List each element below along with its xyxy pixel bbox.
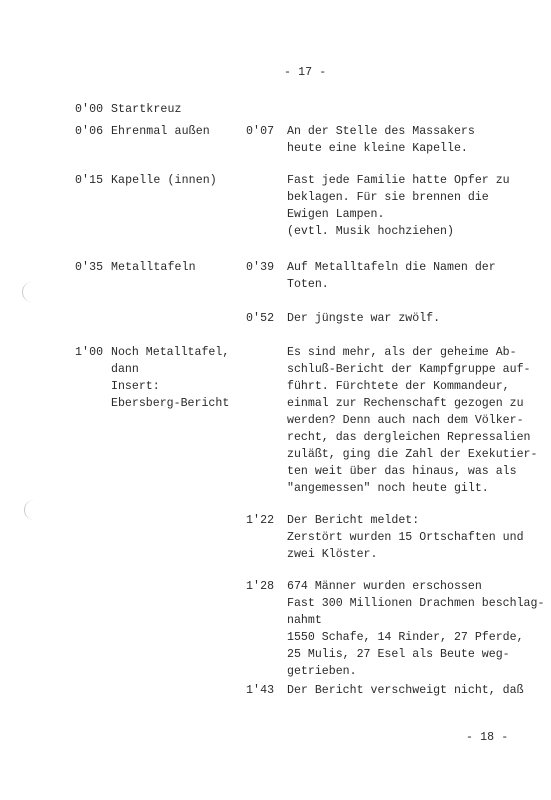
timecode-1: 0'06 [75, 125, 104, 138]
narration-line: Zerstört wurden 15 Ortschaften und [287, 531, 524, 544]
narration-line: führt. Fürchtete der Kommandeur, [287, 380, 510, 393]
timecode-3: 0'35 [75, 261, 104, 274]
narration-line: beklagen. Für sie brennen die [287, 191, 489, 204]
scene-2: Kapelle (innen) [111, 174, 217, 187]
punch-hole-mark [22, 282, 33, 302]
narration-2 [287, 172, 510, 240]
narration-line: Der Bericht verschweigt nicht, daß [287, 684, 524, 697]
subtimecode-1: 0'07 [246, 125, 275, 138]
scene-5 [111, 344, 229, 412]
narration-line: ten weit über das hinaus, was als [287, 465, 517, 478]
narration-line: Ewigen Lampen. [287, 208, 385, 221]
narration-line: Fast 300 Millionen Drachmen beschlag- [287, 597, 545, 610]
scene-1: Ehrenmal außen [111, 125, 210, 138]
narration-line: zwei Klöster. [287, 548, 378, 561]
narration-7 [287, 578, 544, 680]
narration-line: (evtl. Musik hochziehen) [287, 225, 454, 238]
narration-line: 1550 Schafe, 14 Rinder, 27 Pferde, [287, 631, 524, 644]
subtimecode-4: 0'52 [246, 312, 275, 325]
narration-line: Auf Metalltafeln die Namen der [287, 261, 496, 274]
narration-3 [287, 259, 496, 293]
narration-line: nahmt [287, 614, 322, 627]
scene-line: Ebersberg-Bericht [111, 397, 230, 410]
narration-line: An der Stelle des Massakers [287, 125, 475, 138]
narration-4 [287, 310, 440, 327]
narration-5 [287, 344, 537, 497]
narration-line: einmal zur Rechenschaft gezogen zu [287, 397, 524, 410]
narration-line: Der jüngste war zwölf. [287, 312, 441, 325]
narration-line: recht, das dergleichen Repressalien [287, 431, 531, 444]
scene-0: Startkreuz [111, 103, 182, 116]
narration-8 [287, 682, 524, 699]
narration-line: 674 Männer wurden erschossen [287, 580, 482, 593]
timecode-0: 0'00 [75, 103, 104, 116]
narration-line: zuläßt, ging die Zahl der Exekutier- [287, 448, 538, 461]
subtimecode-7: 1'28 [246, 580, 275, 593]
scene-line: Insert: [111, 380, 160, 393]
page-number-bottom: - 18 - [466, 731, 509, 744]
narration-line: getrieben. [287, 665, 357, 678]
timecode-2: 0'15 [75, 174, 104, 187]
narration-line: 25 Mulis, 27 Esel als Beute weg- [287, 648, 510, 661]
narration-line: werden? Denn auch nach dem Völker- [287, 414, 524, 427]
narration-line: heute eine kleine Kapelle. [287, 142, 468, 155]
subtimecode-8: 1'43 [246, 684, 275, 697]
narration-line: "angemessen" noch heute gilt. [287, 482, 489, 495]
narration-line: Der Bericht meldet: [287, 514, 420, 527]
page-number-top: - 17 - [284, 66, 327, 79]
narration-6 [287, 512, 524, 563]
narration-line: Es sind mehr, als der geheime Ab- [287, 346, 517, 359]
subtimecode-3: 0'39 [246, 261, 275, 274]
subtimecode-6: 1'22 [246, 514, 275, 527]
timecode-5: 1'00 [75, 346, 104, 359]
punch-hole-mark [24, 500, 35, 520]
narration-line: Fast jede Familie hatte Opfer zu [287, 174, 510, 187]
narration-line: schluß-Bericht der Kampfgruppe auf- [287, 363, 531, 376]
scene-3: Metalltafeln [111, 261, 196, 274]
scene-line: Noch Metalltafel, [111, 346, 230, 359]
narration-1 [287, 123, 475, 157]
narration-line: Toten. [287, 278, 329, 291]
scene-line: dann [111, 363, 139, 376]
